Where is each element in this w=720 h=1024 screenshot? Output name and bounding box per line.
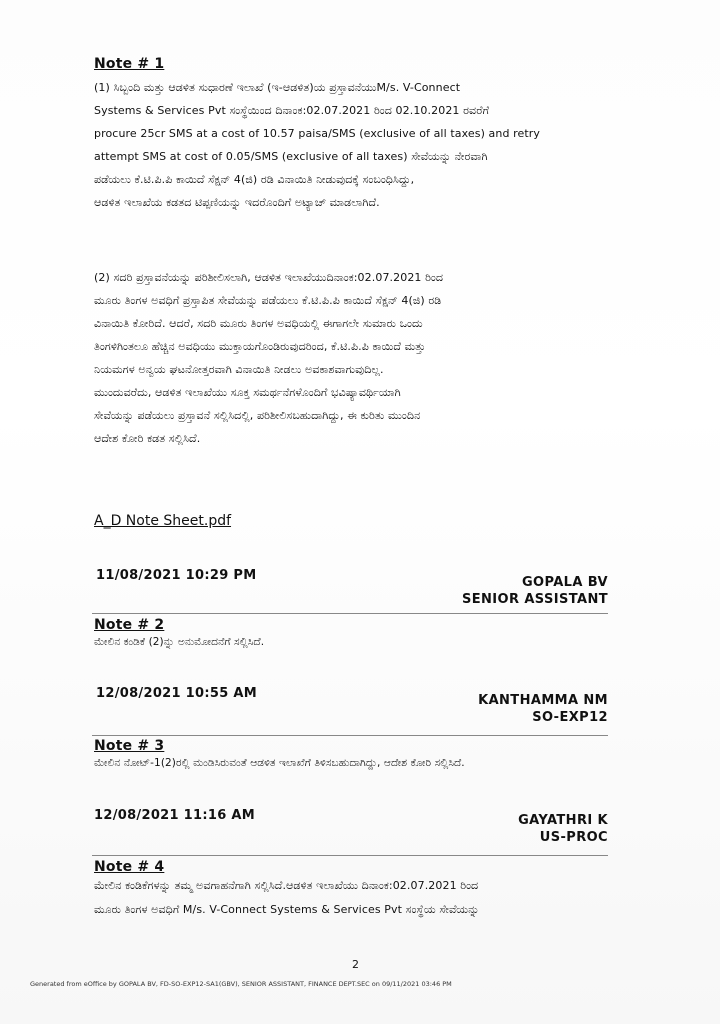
text-line: ತಿಂಗಳಿಗಿಂತಲೂ ಹೆಚ್ಚಿನ ಅವಧಿಯು ಮುಕ್ತಾಯಗೊಂಡಿರುವುದರಿಂದ, ಕೆ.ಟಿ.ಪಿ.ಪಿ ಕಾಯಿದೆ ಮತ್ತು bbox=[94, 340, 426, 353]
signatory-designation: SENIOR ASSISTANT bbox=[461, 592, 608, 607]
text-line: (1) ಸಿಬ್ಬಂದಿ ಮತ್ತು ಆಡಳಿತ ಸುಧಾರಣೆ ಇಲಾಖೆ (ಇ-ಆಡಳಿತ)ಯ ಪ್ರಸ್ತಾವನೆಯುM/s. V-Connect bbox=[94, 81, 461, 94]
note-3-title: Note # 3 bbox=[94, 738, 165, 754]
text-line: ನಿಯಮಗಳ ಅನ್ವಯ ಘಟನೋತ್ತರವಾಗಿ ವಿನಾಯಿತಿ ನೀಡಲು ಅವಕಾಶವಾಗುವುದಿಲ್ಲ. bbox=[94, 363, 384, 376]
entry-datetime: 12/08/2021 11:16 AM bbox=[94, 808, 255, 823]
text-line: ಮೇಲಿನ ಕಂಡಿಕೆಗಳನ್ನು ತಮ್ಮ ಅವಗಾಹನೆಗಾಗಿ ಸಲ್ಲಿಸಿದೆ.ಆಡಳಿತ ಇಲಾಖೆಯು ದಿನಾಂಕ:02.07.2021 ರಿಂದ bbox=[94, 879, 479, 892]
signatory-block bbox=[348, 812, 608, 846]
text-line: ಆಡಳಿತ ಇಲಾಖೆಯ ಕಡತದ ಟಿಪ್ಪಣಿಯನ್ನು ಇದರೊಂದಿಗೆ ಅಟ್ಯಾಚ್ ಮಾಡಲಾಗಿದೆ. bbox=[94, 196, 380, 209]
text-line: ಸೇವೆಯನ್ನು ಪಡೆಯಲು ಪ್ರಸ್ತಾವನೆ ಸಲ್ಲಿಸಿದಲ್ಲಿ, ಪರಿಶೀಲಿಸಬಹುದಾಗಿದ್ದು, ಈ ಕುರಿತು ಮುಂದಿನ bbox=[94, 409, 421, 422]
signatory-name: GOPALA BV bbox=[521, 575, 608, 590]
note-2-text: ಮೇಲಿನ ಕಂಡಿಕೆ (2)ನ್ನು ಅನುಮೋದನೆಗೆ ಸಲ್ಲಿಸಿದೆ. bbox=[94, 636, 265, 648]
text-line: ಪಡೆಯಲು ಕೆ.ಟಿ.ಪಿ.ಪಿ ಕಾಯಿದೆ ಸೆಕ್ಷನ್ 4(ಜಿ) ರಡಿ ವಿನಾಯಿತಿ ನೀಡುವುದಕ್ಕೆ ಸಂಬಂಧಿಸಿದ್ದು, bbox=[94, 173, 415, 186]
signatory-designation: US-PROC bbox=[539, 830, 608, 845]
signatory-block bbox=[348, 692, 608, 726]
note-4-text bbox=[94, 874, 600, 922]
divider bbox=[92, 735, 608, 736]
text-line: ಆದೇಶ ಕೋರಿ ಕಡತ ಸಲ್ಲಿಸಿದೆ. bbox=[94, 432, 201, 445]
signatory-name: KANTHAMMA NM bbox=[478, 693, 608, 708]
attachment-link[interactable]: A_D Note Sheet.pdf bbox=[94, 513, 232, 529]
text-line: procure 25cr SMS at a cost of 10.57 paisa/SMS (exclusive of all taxes) and retry bbox=[94, 127, 541, 140]
page-number: 2 bbox=[352, 958, 359, 971]
note-4-title: Note # 4 bbox=[94, 859, 165, 875]
divider bbox=[92, 855, 608, 856]
text-line: ಮೂರು ತಿಂಗಳ ಅವಧಿಗೆ ಪ್ರಸ್ತಾಪಿತ ಸೇವೆಯನ್ನು ಪಡೆಯಲು ಕೆ.ಟಿ.ಪಿ.ಪಿ ಕಾಯಿದೆ ಸೆಕ್ಷನ್ 4(ಜಿ) ರಡಿ bbox=[94, 294, 442, 307]
text-line: (2) ಸದರಿ ಪ್ರಸ್ತಾವನೆಯನ್ನು ಪರಿಶೀಲಿಸಲಾಗಿ, ಆಡಳಿತ ಇಲಾಖೆಯುದಿನಾಂಕ:02.07.2021 ರಿಂದ bbox=[94, 271, 444, 284]
entry-datetime: 11/08/2021 10:29 PM bbox=[96, 568, 257, 583]
text-line: ಮುಂದುವರೆದು, ಆಡಳಿತ ಇಲಾಖೆಯು ಸೂಕ್ತ ಸಮರ್ಥನೆಗಳೊಂದಿಗೆ ಭವಿಷ್ಯಾವರ್ಥಿಯಾಗಿ bbox=[94, 386, 401, 399]
note-3-text: ಮೇಲಿನ ನೋಟ್-1(2)ರಲ್ಲಿ ಮಂಡಿಸಿರುವಂತೆ ಆಡಳಿತ ಇಲಾಖೆಗೆ ತಿಳಿಸಬಹುದಾಗಿದ್ದು, ಆದೇಶ ಕೋರಿ ಸಲ್ಲಿಸಿದೆ. bbox=[94, 757, 465, 769]
signatory-designation: SO-EXP12 bbox=[532, 710, 608, 725]
note-1-title: Note # 1 bbox=[94, 56, 165, 72]
text-line: ವಿನಾಯಿತಿ ಕೋರಿದೆ. ಆದರೆ, ಸದರಿ ಮೂರು ತಿಂಗಳ ಅವಧಿಯಲ್ಲಿ ಈಗಾಗಲೇ ಸುಮಾರು ಒಂದು bbox=[94, 317, 423, 330]
text-line: Systems & Services Pvt ಸಂಸ್ಥೆಯಿಂದ ದಿನಾಂಕ:02.07.2021 ರಿಂದ 02.10.2021 ರವರೆಗೆ bbox=[94, 104, 490, 117]
signatory-block bbox=[348, 574, 608, 608]
note-1-paragraph-2 bbox=[94, 266, 600, 450]
entry-datetime: 12/08/2021 10:55 AM bbox=[96, 686, 257, 701]
divider bbox=[92, 613, 608, 614]
footer-generated-note: Generated from eOffice by GOPALA BV, FD-SO-EXP12-SA1(GBV), SENIOR ASSISTANT, FINANCE DEPT.SEC on 09/11/2021 03:46 PM bbox=[30, 980, 452, 988]
text-line: attempt SMS at cost of 0.05/SMS (exclusive of all taxes) ಸೇವೆಯನ್ನು ನೇರವಾಗಿ bbox=[94, 150, 488, 163]
text-line: ಮೂರು ತಿಂಗಳ ಅವಧಿಗೆ M/s. V-Connect Systems & Services Pvt ಸಂಸ್ಥೆಯ ಸೇವೆಯನ್ನು bbox=[94, 903, 480, 916]
note-1-paragraph-1 bbox=[94, 76, 600, 214]
signatory-name: GAYATHRI K bbox=[518, 813, 608, 828]
note-2-title: Note # 2 bbox=[94, 617, 165, 633]
